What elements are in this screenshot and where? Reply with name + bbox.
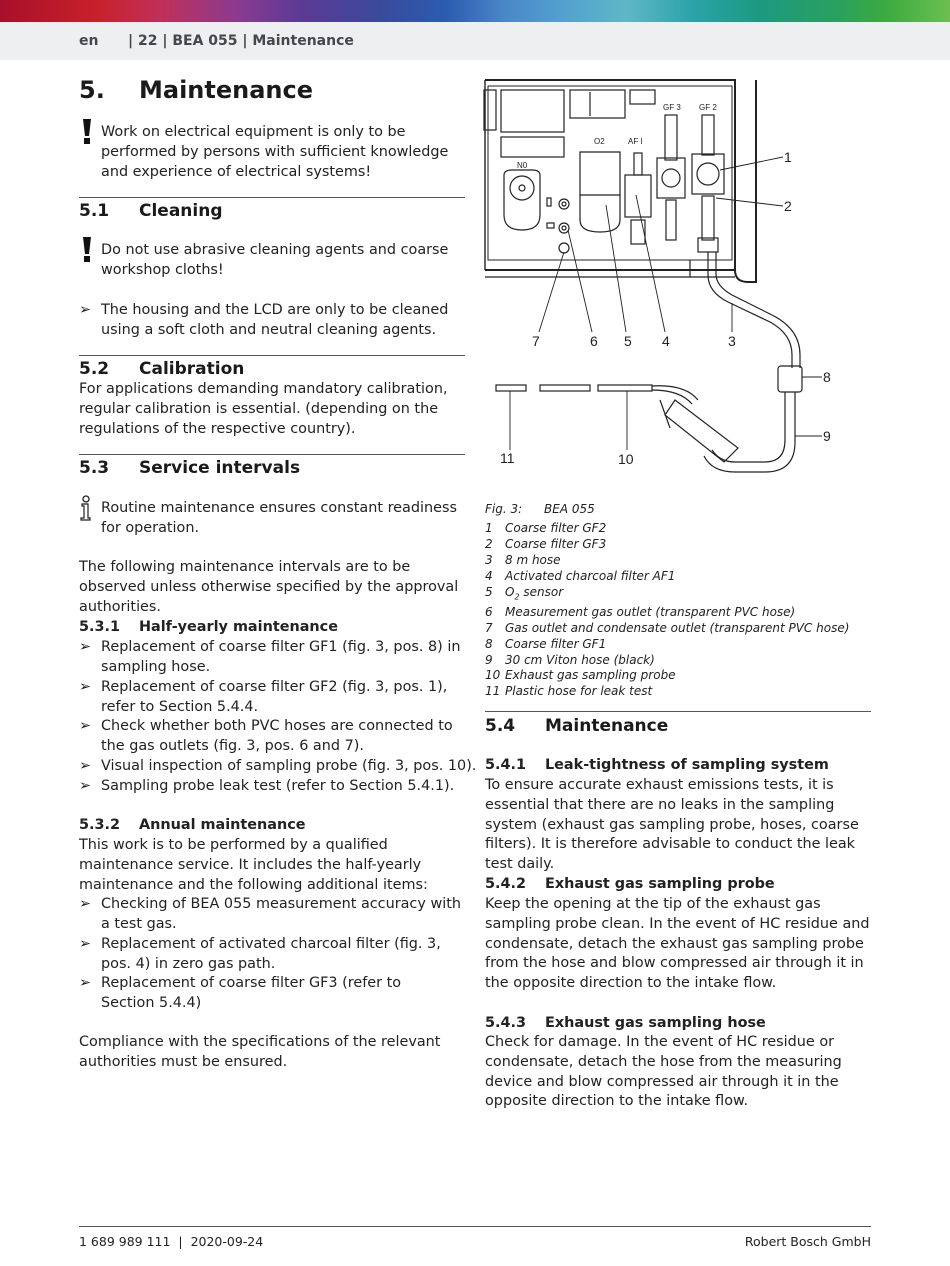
sampling-probe-text: Keep the opening at the tip of the exhaust gas sampling probe clean. In the event of HC residue and condensate, detach the exhaust gas sampling probe from the hose and blow compressed air through it in the opposite direction to the intake flow. xyxy=(485,896,870,992)
page-header xyxy=(0,22,950,60)
arrow-bullet-icon: ➢ xyxy=(79,896,92,912)
intervals-intro: The following maintenance intervals are to be observed unless otherwise specified by the approval authorities. xyxy=(79,559,459,615)
info-icon xyxy=(79,495,93,521)
caption-item: 6 Measurement gas outlet (transparent PVC hose) xyxy=(485,604,796,619)
leak-tightness-text: To ensure accurate exhaust emissions tests, it is essential that there are no leaks in the sampling system (exhaust gas sampling probe, hoses, coarse filters). It is therefore advisable to conduct the leak test daily. xyxy=(485,777,859,873)
warning-cleaning: Do not use abrasive cleaning agents and coarse workshop cloths! xyxy=(101,242,449,278)
caption-item: 8 Coarse filter GF1 xyxy=(485,636,607,651)
section-heading-5-3-2: 5.3.2 Annual maintenance xyxy=(79,817,306,833)
divider xyxy=(79,355,465,356)
section-heading-5: 5. Maintenance xyxy=(79,76,314,104)
callout-10: 10 xyxy=(618,451,634,467)
brand-color-bar xyxy=(0,0,950,22)
caption-item: 1 Coarse filter GF2 xyxy=(485,520,607,535)
callout-6: 6 xyxy=(590,333,598,349)
section-heading-5-4-3: 5.4.3 Exhaust gas sampling hose xyxy=(485,1015,766,1031)
list-item: ➢ Replacement of coarse filter GF1 (fig. 3, pos. 8) in sampling hose. xyxy=(79,639,461,675)
section-heading-5-4: 5.4 Maintenance xyxy=(485,716,669,736)
caption-item: 5 $O_2$ sensor xyxy=(485,584,564,601)
arrow-bullet-icon: ➢ xyxy=(79,975,92,991)
list-item: ➢ Replacement of activated charcoal filter (fig. 3, pos. 4) in zero gas path. xyxy=(79,936,441,972)
language-code: en xyxy=(79,33,99,49)
breadcrumb: | 22 | BEA 055 | Maintenance xyxy=(128,33,354,49)
divider xyxy=(485,711,871,712)
list-item: ➢ Visual inspection of sampling probe (fig. 3, pos. 10). xyxy=(79,757,479,777)
section-heading-5-3-1: 5.3.1 Half-yearly maintenance xyxy=(79,619,338,635)
caption-title: Fig. 3: BEA 055 xyxy=(485,502,595,516)
annual-intro: This work is to be performed by a qualified maintenance service. It includes the half-yearly maintenance and the following additional items: xyxy=(79,837,428,893)
label-o2: O2 xyxy=(594,137,605,146)
warning-electrical: Work on electrical equipment is only to be performed by persons with sufficient knowledge and experience of electrical systems! xyxy=(101,124,449,180)
warning-icon xyxy=(81,237,93,263)
arrow-bullet-icon: ➢ xyxy=(79,302,92,318)
caption-item: 11 Plastic hose for leak test xyxy=(485,684,653,699)
device-diagram xyxy=(480,70,840,490)
callout-2: 2 xyxy=(784,198,792,214)
label-afi: AF I xyxy=(628,137,643,146)
arrow-bullet-icon: ➢ xyxy=(79,679,92,695)
callout-9: 9 xyxy=(823,428,831,444)
callout-3: 3 xyxy=(728,333,736,349)
arrow-bullet-icon: ➢ xyxy=(79,778,92,794)
calibration-text: For applications demanding mandatory calibration, regular calibration is essential. (depending on the regulations of the respective country). xyxy=(79,381,448,437)
label-n0: N0 xyxy=(517,161,528,170)
arrow-bullet-icon: ➢ xyxy=(79,718,92,734)
list-item: ➢ Sampling probe leak test (refer to Section 5.4.1). xyxy=(79,777,469,797)
info-readiness: Routine maintenance ensures constant readiness for operation. xyxy=(101,500,457,536)
caption-item: 9 30 cm Viton hose (black) xyxy=(485,652,655,667)
list-item: ➢ The housing and the LCD are only to be cleaned using a soft cloth and neutral cleaning agents. xyxy=(79,302,449,338)
figure-caption xyxy=(485,502,875,700)
footer-docnum: 1 689 989 111 | 2020-09-24 xyxy=(79,1234,264,1249)
list-item: ➢ Checking of BEA 055 measurement accuracy with a test gas. xyxy=(79,896,461,932)
callout-8: 8 xyxy=(823,369,831,385)
arrow-bullet-icon: ➢ xyxy=(79,639,92,655)
callout-11: 11 xyxy=(500,450,515,466)
section-heading-5-2: 5.2 Calibration xyxy=(79,359,245,379)
caption-item: 10 Exhaust gas sampling probe xyxy=(485,668,676,683)
arrow-bullet-icon: ➢ xyxy=(79,936,92,952)
compliance-text: Compliance with the specifications of the relevant authorities must be ensured. xyxy=(79,1034,441,1070)
caption-item: 2 Coarse filter GF3 xyxy=(485,536,607,551)
list-item: ➢ Replacement of coarse filter GF3 (refer to Section 5.4.4) xyxy=(79,975,402,1011)
sampling-hose-text: Check for damage. In the event of HC residue or condensate, detach the hose from the measuring device and blow compressed air through it in the opposite direction to the intake flow. xyxy=(485,1034,842,1110)
list-item: ➢ Check whether both PVC hoses are connected to the gas outlets (fig. 3, pos. 6 and 7). xyxy=(79,718,453,754)
callout-7: 7 xyxy=(532,333,540,349)
footer-company: Robert Bosch GmbH xyxy=(744,1234,871,1249)
footer-divider xyxy=(79,1226,871,1227)
divider xyxy=(79,454,465,455)
callout-1: 1 xyxy=(784,149,792,165)
caption-item: 3 8 m hose xyxy=(485,552,561,567)
label-gf3: GF 3 xyxy=(663,103,681,112)
section-heading-5-4-1: 5.4.1 Leak-tightness of sampling system xyxy=(485,757,829,773)
callout-5: 5 xyxy=(624,333,632,349)
label-gf2: GF 2 xyxy=(699,103,717,112)
section-heading-5-4-2: 5.4.2 Exhaust gas sampling probe xyxy=(485,876,775,892)
section-heading-5-1: 5.1 Cleaning xyxy=(79,201,223,221)
list-item: ➢ Replacement of coarse filter GF2 (fig. 3, pos. 1), refer to Section 5.4.4. xyxy=(79,679,448,715)
section-heading-5-3: 5.3 Service intervals xyxy=(79,458,301,478)
warning-icon xyxy=(81,119,93,145)
caption-item: 4 Activated charcoal filter AF1 xyxy=(485,568,676,583)
footer-date: 2020-09-24 xyxy=(190,1234,264,1249)
caption-item: 7 Gas outlet and condensate outlet (transparent PVC hose) xyxy=(485,620,850,635)
callout-4: 4 xyxy=(662,333,670,349)
divider xyxy=(79,197,465,198)
arrow-bullet-icon: ➢ xyxy=(79,758,92,774)
